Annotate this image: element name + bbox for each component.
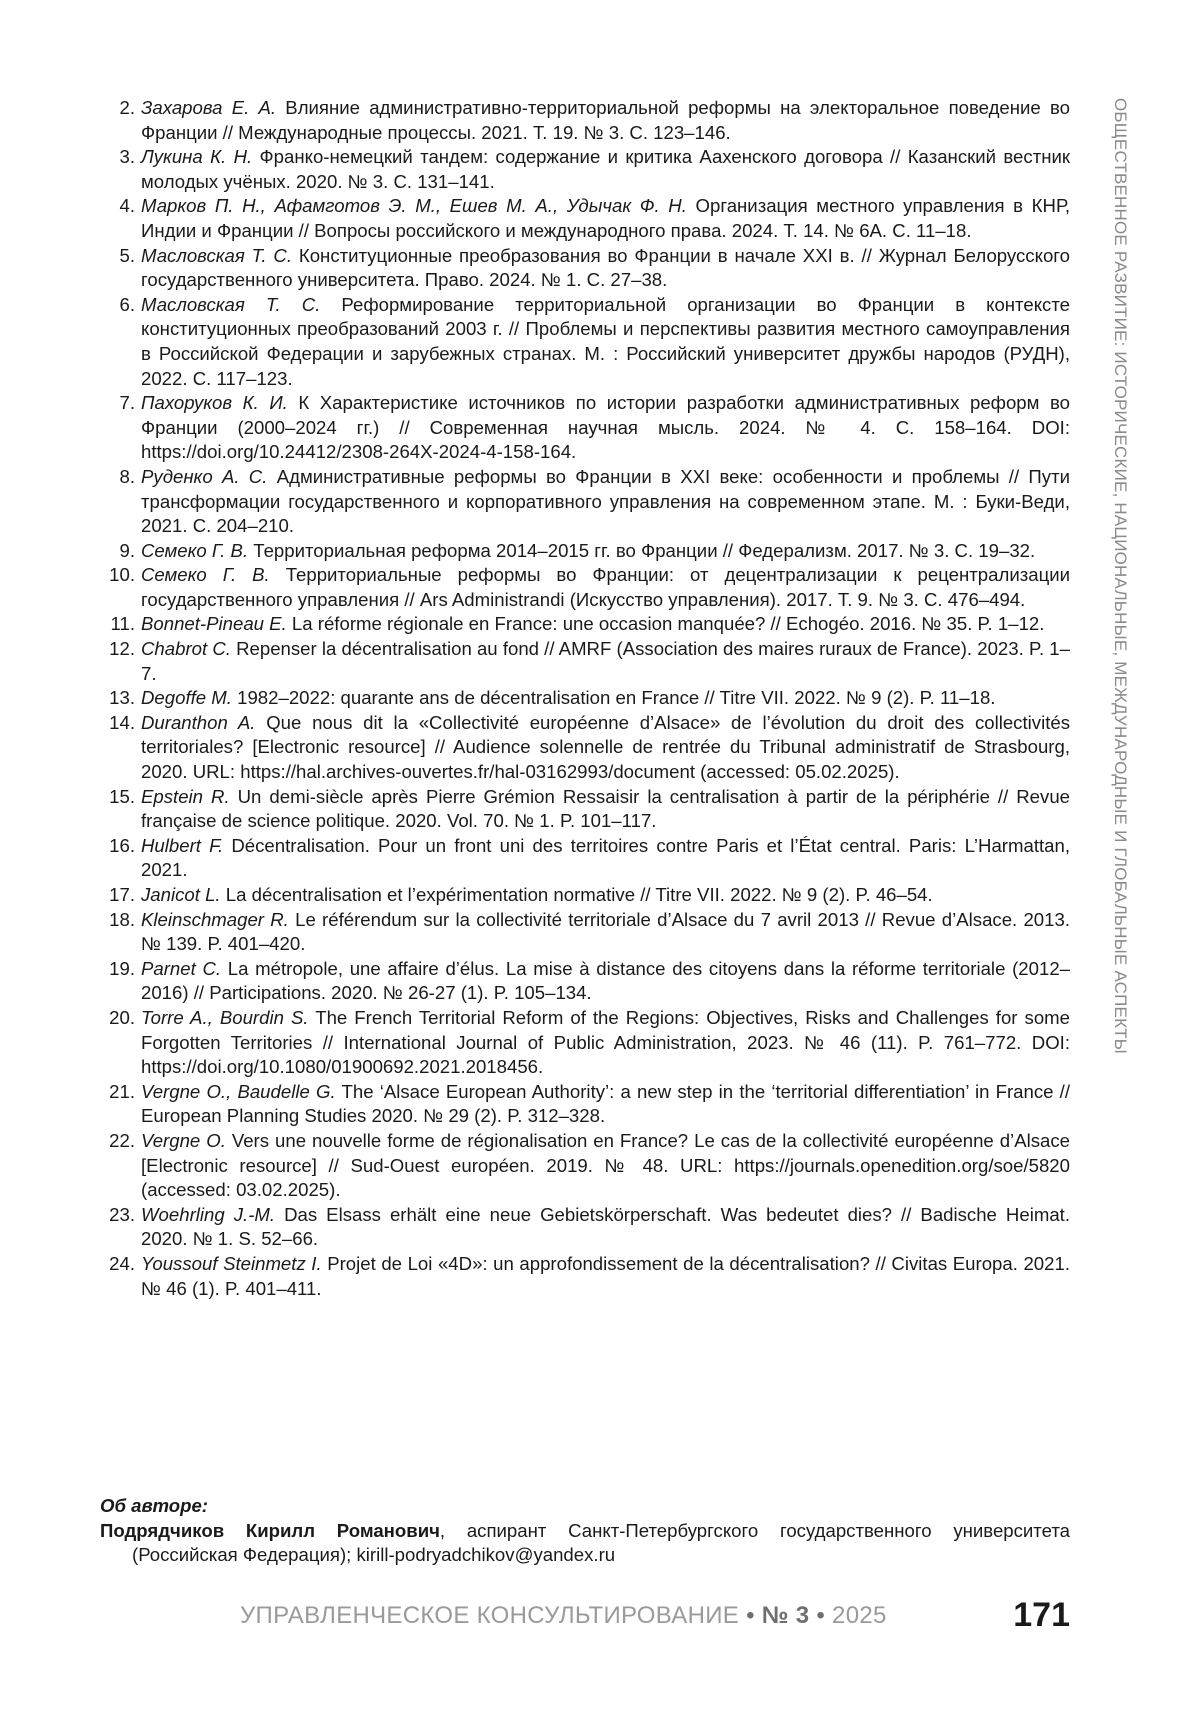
reference-author: Масловская Т. С. [141, 294, 320, 315]
reference-body [141, 465, 1070, 539]
reference-number: 19. [100, 957, 141, 1006]
reference-item [100, 563, 1070, 612]
reference-body [141, 686, 1070, 711]
section-sidebar [1102, 98, 1138, 1088]
page-number: 171 [1013, 1596, 1070, 1635]
reference-number: 13. [100, 686, 141, 711]
reference-text: Repenser la décentralisation au fond // AMRF (Association des maires ruraux de France). 2023. P. 1–7. [141, 638, 1070, 684]
reference-author: Масловская Т. С. [141, 245, 292, 266]
reference-author: Vergne O. [141, 1130, 226, 1151]
reference-body [141, 194, 1070, 243]
author-details: , аспирант Санкт-Петербургского государственного университета (Российская Федерация); kirill-podryadchikov@yandex.ru [132, 1520, 1070, 1566]
reference-number: 14. [100, 711, 141, 785]
reference-number: 12. [100, 637, 141, 686]
reference-text: Территориальные реформы во Франции: от децентрализации к рецентрализации государственного управления // Ars Administrandi (Искусство управления). 2017. Т. 9. № 3. С. 476–494. [141, 564, 1070, 610]
reference-item [100, 96, 1070, 145]
reference-list [100, 96, 1070, 1301]
reference-number: 21. [100, 1080, 141, 1129]
reference-author: Руденко А. С. [141, 466, 267, 487]
journal-title: УПРАВЛЕНЧЕСКОЕ КОНСУЛЬТИРОВАНИЕ [240, 1602, 739, 1629]
reference-text: Территориальная реформа 2014–2015 гг. во Франции // Федерализм. 2017. № 3. С. 19–32. [248, 540, 1035, 561]
author-name: Подрядчиков Кирилл Романович [100, 1520, 440, 1541]
reference-text: La métropole, une affaire d’élus. La mise à distance des citoyens dans la réforme territoriale (2012–2016) // Participations. 2020. № 26-27 (1). P. 105–134. [141, 958, 1070, 1004]
reference-item [100, 194, 1070, 243]
reference-body [141, 293, 1070, 391]
reference-number: 23. [100, 1203, 141, 1252]
reference-text: Le référendum sur la collectivité territoriale d’Alsace du 7 avril 2013 // Revue d’Alsace. 2013. № 139. P. 401–420. [141, 909, 1070, 955]
reference-item [100, 637, 1070, 686]
reference-number: 22. [100, 1129, 141, 1203]
reference-body [141, 1129, 1070, 1203]
reference-body [141, 96, 1070, 145]
reference-body [141, 1252, 1070, 1301]
reference-number: 4. [100, 194, 141, 243]
reference-item [100, 834, 1070, 883]
reference-body [141, 1203, 1070, 1252]
reference-author: Woehrling J.-M. [141, 1204, 275, 1225]
reference-body [141, 637, 1070, 686]
reference-item [100, 1129, 1070, 1203]
reference-author: Degoffe M. [141, 687, 232, 708]
reference-author: Семеко Г. В. [141, 540, 248, 561]
reference-number: 9. [100, 539, 141, 564]
reference-author: Семеко Г. В. [141, 564, 270, 585]
reference-item [100, 145, 1070, 194]
reference-body [141, 539, 1070, 564]
reference-item [100, 908, 1070, 957]
reference-number: 10. [100, 563, 141, 612]
reference-author: Parnet C. [141, 958, 221, 979]
reference-body [141, 908, 1070, 957]
reference-author: Захарова Е. А. [141, 97, 276, 118]
reference-text: Décentralisation. Pour un front uni des territoires contre Paris et l’État central. Paris: L’Harmattan, 2021. [141, 835, 1070, 881]
reference-text: 1982–2022: quarante ans de décentralisation en France // Titre VII. 2022. № 9 (2). P. 11–18. [232, 687, 996, 708]
reference-text: Конституционные преобразования во Франции в начале XXI в. // Журнал Белорусского государственного университета. Право. 2024. № 1. С. 27–38. [141, 245, 1070, 291]
reference-text: Реформирование территориальной организации во Франции в контексте конституционных преобразований 2003 г. // Проблемы и перспективы развития местного самоуправления в Российской Федерации и зарубежных странах. М. : Российский университет дружбы народов (РУДН), 2022. С. 117–123. [141, 294, 1070, 389]
reference-number: 7. [100, 391, 141, 465]
reference-number: 11. [100, 612, 141, 637]
reference-text: La décentralisation et l’expérimentation normative // Titre VII. 2022. № 9 (2). P. 46–54. [221, 884, 933, 905]
about-author-heading: Об авторе: [100, 1494, 1070, 1519]
footer-journal-line [240, 1602, 887, 1630]
reference-item [100, 686, 1070, 711]
reference-author: Chabrot C. [141, 638, 231, 659]
reference-number: 16. [100, 834, 141, 883]
reference-body [141, 563, 1070, 612]
issue-year: 2025 [832, 1602, 887, 1629]
reference-text: Das Elsass erhält eine neue Gebietskörperschaft. Was bedeutet dies? // Badische Heimat. 2020. № 1. S. 52–66. [141, 1204, 1070, 1250]
reference-body [141, 957, 1070, 1006]
reference-item [100, 1252, 1070, 1301]
reference-body [141, 1080, 1070, 1129]
reference-text: Франко-немецкий тандем: содержание и критика Аахенского договора // Казанский вестник молодых учёных. 2020. № 3. С. 131–141. [141, 146, 1070, 192]
reference-item [100, 391, 1070, 465]
reference-author: Пахоруков К. И. [141, 392, 288, 413]
reference-item [100, 612, 1070, 637]
reference-number: 3. [100, 145, 141, 194]
section-sidebar-title: ОБЩЕСТВЕННОЕ РАЗВИТИЕ: ИСТОРИЧЕСКИЕ, НАЦИОНАЛЬНЫЕ, МЕЖДУНАРОДНЫЕ И ГЛОБАЛЬНЫЕ АСПЕКТЫ [1102, 98, 1138, 1088]
reference-text: Административные реформы во Франции в XXI веке: особенности и проблемы // Пути трансформации государственного и корпоративного управления на современном этапе. М. : Буки-Веди, 2021. С. 204–210. [141, 466, 1070, 536]
reference-author: Duranthon A. [141, 712, 255, 733]
reference-author: Лукина К. Н. [141, 146, 252, 167]
reference-body [141, 145, 1070, 194]
reference-author: Vergne O., Baudelle G. [141, 1081, 336, 1102]
reference-item [100, 883, 1070, 908]
reference-text: Que nous dit la «Collectivité européenne d’Alsace» de l’évolution du droit des collectivités territoriales? [Electronic resource] // Audience solennelle de rentrée du Tribunal administratif de Strasbourg, 2020. URL: https://hal.archives-ouvertes.fr/hal-03162993/document (accessed: 05.02.2025). [141, 712, 1070, 782]
reference-author: Youssouf Steinmetz I. [141, 1253, 322, 1274]
reference-text: К Характеристике источников по истории разработки административных реформ во Франции (2000–2024 гг.) // Современная научная мысль. 2024. № 4. С. 158–164. DOI: https://doi.org/10.24412/2308-264X-2024-4-158-164. [141, 392, 1070, 462]
reference-number: 8. [100, 465, 141, 539]
reference-body [141, 785, 1070, 834]
reference-body [141, 244, 1070, 293]
reference-item [100, 539, 1070, 564]
issue-number: № 3 [762, 1602, 810, 1629]
about-author-paragraph [100, 1519, 1070, 1568]
reference-number: 15. [100, 785, 141, 834]
reference-body [141, 391, 1070, 465]
reference-text: Влияние административно-территориальной реформы на электоральное поведение во Франции // Международные процессы. 2021. Т. 19. № 3. С. 123–146. [141, 97, 1070, 143]
reference-text: Организация местного управления в КНР, Индии и Франции // Вопросы российского и международного права. 2024. Т. 14. № 6А. С. 11–18. [141, 195, 1070, 241]
reference-number: 6. [100, 293, 141, 391]
reference-text: La réforme régionale en France: une occasion manquée? // Echogéo. 2016. № 35. P. 1–12. [287, 613, 1045, 634]
reference-item [100, 293, 1070, 391]
reference-item [100, 244, 1070, 293]
reference-item [100, 1203, 1070, 1252]
reference-author: Kleinschmager R. [141, 909, 289, 930]
footer-separator: • [816, 1602, 825, 1629]
reference-text: The French Territorial Reform of the Regions: Objectives, Risks and Challenges for some Forgotten Territories // International Journal of Public Administration, 2023. № 46 (11). P. 761–772. DOI: https://doi.org/10.1080/01900692.2021.2018456. [141, 1007, 1070, 1077]
reference-text: Un demi-siècle après Pierre Grémion Ressaisir la centralisation à partir de la périphérie // Revue française de science politique. 2020. Vol. 70. № 1. P. 101–117. [141, 786, 1070, 832]
reference-number: 5. [100, 244, 141, 293]
reference-body [141, 711, 1070, 785]
reference-text: The ‘Alsace European Authority’: a new step in the ‘territorial differentiation’ in France // European Planning Studies 2020. № 29 (2). P. 312–328. [141, 1081, 1070, 1127]
reference-author: Марков П. Н., Афамготов Э. М., Ешев М. А., Удычак Ф. Н. [141, 195, 687, 216]
reference-number: 2. [100, 96, 141, 145]
reference-author: Hulbert F. [141, 835, 223, 856]
reference-body [141, 1006, 1070, 1080]
about-author-section [100, 1494, 1070, 1568]
reference-item [100, 785, 1070, 834]
reference-item [100, 1080, 1070, 1129]
reference-text: Projet de Loi «4D»: un approfondissement de la décentralisation? // Civitas Europa. 2021. № 46 (1). P. 401–411. [141, 1253, 1070, 1299]
reference-number: 17. [100, 883, 141, 908]
reference-item [100, 465, 1070, 539]
reference-item [100, 957, 1070, 1006]
reference-item [100, 1006, 1070, 1080]
reference-author: Epstein R. [141, 786, 230, 807]
page-footer [0, 1596, 1200, 1636]
reference-number: 24. [100, 1252, 141, 1301]
reference-author: Bonnet-Pineau E. [141, 613, 287, 634]
reference-text: Vers une nouvelle forme de régionalisation en France? Le cas de la collectivité européenne d’Alsace [Electronic resource] // Sud-Ouest européen. 2019. № 48. URL: https://journals.openedition.org/soe/5820 (accessed: 03.02.2025). [141, 1130, 1070, 1200]
reference-number: 18. [100, 908, 141, 957]
reference-body [141, 612, 1070, 637]
reference-item [100, 711, 1070, 785]
footer-separator: • [746, 1602, 755, 1629]
reference-body [141, 834, 1070, 883]
reference-author: Torre A., Bourdin S. [141, 1007, 309, 1028]
reference-number: 20. [100, 1006, 141, 1080]
reference-body [141, 883, 1070, 908]
reference-author: Janicot L. [141, 884, 221, 905]
